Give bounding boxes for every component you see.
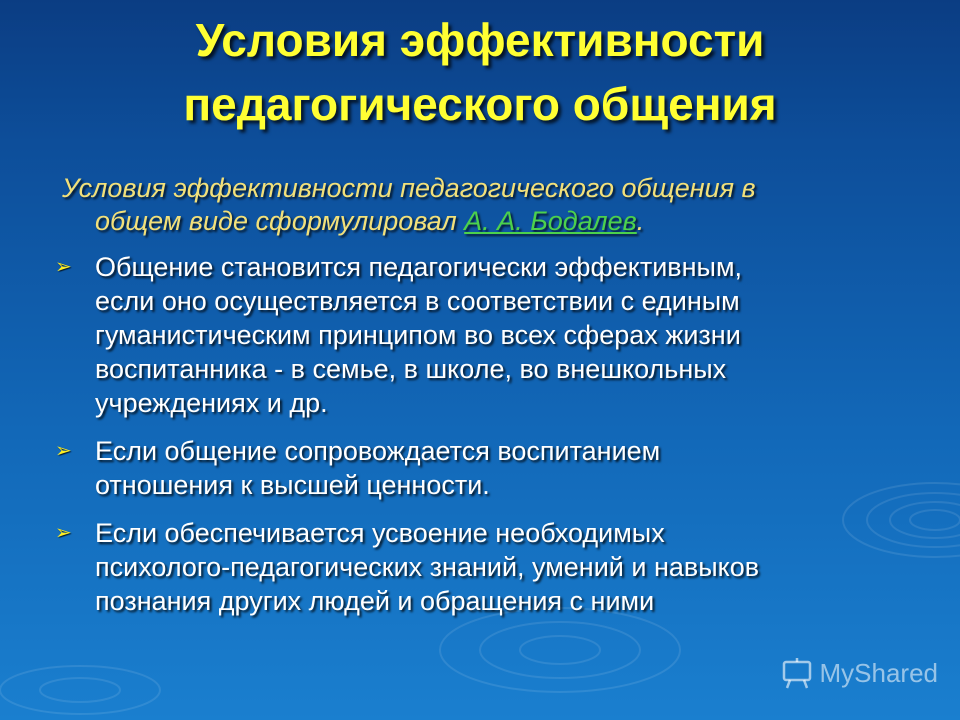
arrowhead-bullet-icon: ➢ (55, 256, 72, 278)
title-line: Условия эффективности (195, 14, 765, 66)
intro-line-2 (62, 205, 902, 238)
bullet-line: Если обеспечивается усвоение необходимых (95, 518, 665, 548)
intro-line-1: Условия эффективности педагогического общения в (62, 173, 756, 203)
bullet-text (95, 516, 759, 618)
bullet-line: познания других людей и обращения с ними (95, 586, 655, 616)
title-line: педагогического общения (183, 78, 777, 130)
intro-line-2-suffix: . (636, 206, 645, 236)
intro-line-2-text: общем виде сформулировал (95, 206, 465, 236)
slide-title (0, 8, 960, 136)
bullet-line: Если общение сопровождается воспитанием (95, 436, 661, 466)
intro-paragraph (62, 172, 902, 238)
arrowhead-bullet-icon: ➢ (55, 522, 72, 544)
arrowhead-bullet-icon: ➢ (55, 440, 72, 462)
bullet-line: учреждениях и др. (95, 388, 328, 418)
list-item (55, 516, 905, 618)
list-item (55, 434, 905, 502)
bullet-line: если оно осуществляется в соответствии с единым (95, 286, 740, 316)
bullet-line: Общение становится педагогически эффективным, (95, 252, 743, 282)
bullet-line: психолого-педагогических знаний, умений и навыков (95, 552, 760, 582)
bullet-line: воспитанника - в семье, в школе, во внешкольных (95, 354, 727, 384)
bullet-text (95, 250, 742, 420)
bullet-line: гуманистическим принципом во всех сферах жизни (95, 320, 741, 350)
bullet-text (95, 434, 660, 502)
myshared-watermark (780, 656, 939, 690)
list-item (55, 250, 905, 420)
presentation-board-icon (780, 656, 814, 690)
author-link[interactable]: А. А. Бодалев (464, 206, 637, 236)
conditions-list (55, 250, 905, 632)
watermark-text: MyShared (819, 657, 938, 688)
bullet-line: отношения к высшей ценности. (95, 470, 490, 500)
